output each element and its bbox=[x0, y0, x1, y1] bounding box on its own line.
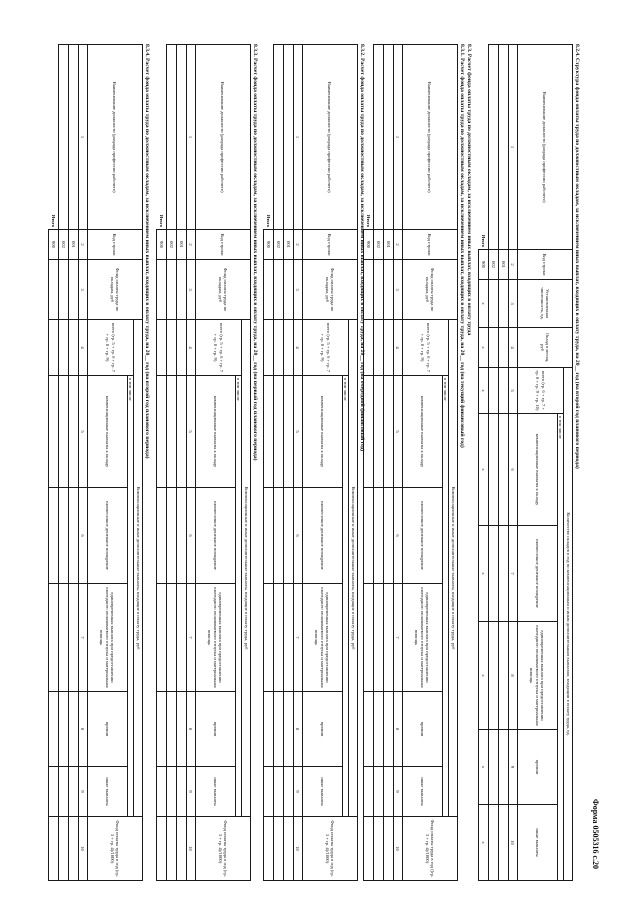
header-other: иные выплаты bbox=[402, 767, 442, 817]
data-cell[interactable] bbox=[273, 488, 283, 584]
data-cell[interactable] bbox=[373, 376, 383, 488]
data-cell[interactable] bbox=[498, 368, 508, 414]
header-staff: Установленная численность, ед. bbox=[517, 280, 572, 328]
header-amount-group: Компенсационные и иные дополнительные выплаты, входящие в оплату труда, руб bbox=[242, 320, 251, 817]
data-cell[interactable] bbox=[498, 622, 508, 730]
data-cell[interactable] bbox=[58, 260, 68, 320]
data-cell[interactable] bbox=[383, 488, 393, 584]
column-numbers-row bbox=[508, 45, 517, 881]
position-name-cell[interactable] bbox=[498, 45, 508, 250]
data-cell[interactable] bbox=[383, 817, 393, 881]
data-cell[interactable] bbox=[166, 584, 176, 692]
header-including: в том числе bbox=[235, 376, 241, 817]
table-row bbox=[383, 45, 393, 881]
column-number: 2 bbox=[293, 230, 302, 260]
header-incentive: ежемесячное денежное поощрение bbox=[195, 488, 235, 584]
column-numbers-row bbox=[78, 45, 87, 881]
data-cell[interactable] bbox=[166, 692, 176, 767]
row-code: 001 bbox=[68, 230, 78, 260]
total-cell[interactable] bbox=[48, 320, 58, 376]
column-number: 2 bbox=[78, 230, 87, 260]
data-cell[interactable] bbox=[68, 260, 78, 320]
header-bonus: премии bbox=[195, 692, 235, 767]
total-label: Итого bbox=[365, 214, 371, 227]
header-fund-salary: Фонд оплаты труда по окладам, руб bbox=[302, 260, 357, 320]
data-cell[interactable] bbox=[498, 328, 508, 368]
total-label: Итого bbox=[480, 234, 486, 247]
data-cell[interactable] bbox=[176, 584, 186, 692]
total-mark: x bbox=[478, 622, 488, 730]
column-number: 3 bbox=[508, 280, 517, 328]
data-cell[interactable] bbox=[58, 488, 68, 584]
header-bonus: премии bbox=[87, 692, 127, 767]
header-name: Наименование должности (разряда профессии рабочего) bbox=[302, 45, 357, 230]
column-number: 6 bbox=[508, 414, 517, 526]
data-cell[interactable] bbox=[373, 488, 383, 584]
header-fund-salary: Фонд оплаты труда по окладам, руб bbox=[195, 260, 250, 320]
data-cell[interactable] bbox=[176, 817, 186, 881]
total-code: 900 bbox=[156, 230, 166, 260]
data-cell[interactable] bbox=[488, 526, 498, 622]
header-code: Код строки bbox=[517, 250, 572, 280]
column-number: 7 bbox=[508, 526, 517, 622]
header-total: всего (гр. 6 + гр. 7 + гр. 8 + гр. 9 + гр. 10) bbox=[517, 368, 563, 414]
fund-calculation-table bbox=[156, 44, 251, 881]
header-bonus: премии bbox=[302, 692, 342, 767]
column-number: 4 bbox=[78, 320, 87, 376]
data-cell[interactable] bbox=[68, 320, 78, 376]
total-cell[interactable] bbox=[156, 692, 166, 767]
total-cell[interactable] bbox=[48, 692, 58, 767]
data-cell[interactable] bbox=[498, 414, 508, 526]
header-other: иные выплаты bbox=[517, 805, 557, 881]
row-code: 001 bbox=[383, 230, 393, 260]
header-fund-salary: Фонд оплаты труда по окладам, руб bbox=[87, 260, 142, 320]
total-cell[interactable] bbox=[48, 767, 58, 817]
total-mark: x bbox=[478, 328, 488, 368]
data-cell[interactable] bbox=[273, 817, 283, 881]
data-cell[interactable] bbox=[273, 376, 283, 488]
header-onetime: единовременная выплата при предоставлении ежегодного оплачиваемого отпуска и материальная помощь bbox=[87, 584, 127, 692]
column-numbers-row bbox=[393, 45, 402, 881]
row-code: 002 bbox=[273, 230, 283, 260]
row-code: 002 bbox=[373, 230, 383, 260]
data-cell[interactable] bbox=[488, 730, 498, 805]
table-row bbox=[273, 45, 283, 881]
table-row bbox=[488, 45, 498, 881]
total-cell[interactable] bbox=[263, 260, 273, 320]
position-name-cell[interactable] bbox=[176, 45, 186, 230]
data-cell[interactable] bbox=[166, 260, 176, 320]
data-cell[interactable] bbox=[383, 692, 393, 767]
total-cell[interactable] bbox=[156, 260, 166, 320]
total-row bbox=[478, 45, 488, 881]
total-cell[interactable] bbox=[48, 584, 58, 692]
total-code: 900 bbox=[263, 230, 273, 260]
column-number: 1 bbox=[508, 45, 517, 250]
header-comp: компенсационные выплаты к окладу bbox=[402, 376, 442, 488]
column-number: 8 bbox=[393, 692, 402, 767]
column-number: 1 bbox=[186, 45, 195, 230]
column-number: 7 bbox=[78, 584, 87, 692]
header-fund-year: Фонд оплаты труда в год ((гр. 3 + гр. 4)/1000) bbox=[402, 817, 457, 881]
total-cell[interactable] bbox=[156, 817, 166, 881]
total-code: 900 bbox=[48, 230, 58, 260]
data-cell[interactable] bbox=[283, 692, 293, 767]
section-subtitle: 8.3.1. Расчет фонда оплаты труда по должностным окладам, за исключением иных выплат, входящих в оплату труда, на 20__ год (на текущий финансовый год) bbox=[459, 44, 465, 448]
row-code: 002 bbox=[488, 250, 498, 280]
total-cell[interactable] bbox=[156, 320, 166, 376]
header-including: в том числе bbox=[442, 376, 448, 817]
column-number: 3 bbox=[293, 260, 302, 320]
data-cell[interactable] bbox=[58, 584, 68, 692]
column-number: 10 bbox=[78, 817, 87, 881]
column-number: 7 bbox=[393, 584, 402, 692]
table-row bbox=[58, 45, 68, 881]
data-cell[interactable] bbox=[383, 376, 393, 488]
position-name-cell[interactable] bbox=[383, 45, 393, 230]
data-cell[interactable] bbox=[176, 320, 186, 376]
data-cell[interactable] bbox=[68, 488, 78, 584]
fund-calculation-table bbox=[48, 44, 143, 881]
header-including: в том числе bbox=[342, 376, 348, 817]
column-number: 6 bbox=[393, 488, 402, 584]
data-cell[interactable] bbox=[383, 260, 393, 320]
fund-calculation-table bbox=[363, 44, 458, 881]
total-cell[interactable] bbox=[48, 376, 58, 488]
row-code: 001 bbox=[498, 250, 508, 280]
header-total: всего (гр. 5 + гр. 6 + гр. 7 + гр. 8 + гр. 9) bbox=[302, 320, 348, 376]
column-number: 5 bbox=[293, 376, 302, 488]
column-number: 3 bbox=[186, 260, 195, 320]
position-name-cell[interactable] bbox=[58, 45, 68, 230]
total-mark: x bbox=[478, 805, 488, 881]
header-comp: компенсационные выплаты к окладу bbox=[195, 376, 235, 488]
total-cell[interactable] bbox=[156, 767, 166, 817]
form-code: Форма 0505316 с.20 bbox=[591, 798, 600, 869]
position-name-cell[interactable] bbox=[283, 45, 293, 230]
total-row bbox=[156, 45, 166, 881]
data-cell[interactable] bbox=[498, 805, 508, 881]
header-comp: компенсационные выплаты к окладу bbox=[517, 414, 557, 526]
header-amount-group: Компенсационные и иные дополнительные выплаты, входящие в оплату труда, руб bbox=[134, 320, 143, 817]
section-title: 8.3. Расчет фонда оплаты труда по должностным окладам, за исключением иных выплат, входящих в оплату труда bbox=[466, 44, 472, 336]
section-8-3-4 bbox=[48, 44, 150, 880]
row-code: 001 bbox=[283, 230, 293, 260]
data-cell[interactable] bbox=[373, 767, 383, 817]
total-cell[interactable] bbox=[263, 320, 273, 376]
header-other: иные выплаты bbox=[302, 767, 342, 817]
data-cell[interactable] bbox=[283, 584, 293, 692]
data-cell[interactable] bbox=[498, 526, 508, 622]
data-cell[interactable] bbox=[283, 260, 293, 320]
data-cell[interactable] bbox=[488, 368, 498, 414]
total-cell[interactable] bbox=[263, 692, 273, 767]
total-cell[interactable] bbox=[48, 488, 58, 584]
header-name: Наименование должности (разряда профессии рабочего) bbox=[402, 45, 457, 230]
position-name-cell[interactable] bbox=[488, 45, 498, 250]
column-number: 7 bbox=[186, 584, 195, 692]
total-cell[interactable] bbox=[48, 260, 58, 320]
data-cell[interactable] bbox=[498, 280, 508, 328]
column-number: 3 bbox=[78, 260, 87, 320]
total-code: 900 bbox=[363, 230, 373, 260]
position-name-cell[interactable] bbox=[373, 45, 383, 230]
data-cell[interactable] bbox=[373, 817, 383, 881]
header-total: всего (гр. 5 + гр. 6 + гр. 7 + гр. 8 + гр. 9) bbox=[402, 320, 448, 376]
data-cell[interactable] bbox=[58, 320, 68, 376]
data-cell[interactable] bbox=[488, 805, 498, 881]
header-incentive: ежемесячное денежное поощрение bbox=[402, 488, 442, 584]
header-code: Код строки bbox=[302, 230, 357, 260]
header-comp: компенсационные выплаты к окладу bbox=[302, 376, 342, 488]
header-onetime: единовременная выплата при предоставлении ежегодного оплачиваемого отпуска и материальная помощь bbox=[517, 622, 557, 730]
table-row bbox=[283, 45, 293, 881]
data-cell[interactable] bbox=[273, 260, 283, 320]
data-cell[interactable] bbox=[283, 817, 293, 881]
column-number: 5 bbox=[508, 368, 517, 414]
column-number: 4 bbox=[186, 320, 195, 376]
total-cell[interactable] bbox=[48, 817, 58, 881]
total-cell[interactable] bbox=[263, 767, 273, 817]
column-number: 9 bbox=[508, 730, 517, 805]
column-number: 8 bbox=[186, 692, 195, 767]
column-numbers-row bbox=[293, 45, 302, 881]
header-fund-year: Фонд оплаты труда в год (гр. 3 + гр. 4)/1000) bbox=[302, 817, 357, 881]
section-8-3-3 bbox=[156, 44, 258, 880]
header-total: всего (гр. 5 + гр. 6 + гр. 7 + гр. 8 + гр. 9) bbox=[87, 320, 133, 376]
column-number: 8 bbox=[293, 692, 302, 767]
data-cell[interactable] bbox=[373, 260, 383, 320]
header-bonus: премии bbox=[517, 730, 557, 805]
header-code: Код строки bbox=[195, 230, 250, 260]
header-other: иные выплаты bbox=[87, 767, 127, 817]
header-fund-salary: Фонд оплаты труда по окладам, руб bbox=[402, 260, 457, 320]
column-number: 10 bbox=[293, 817, 302, 881]
header-salary: Оклад в месяц, руб bbox=[517, 328, 572, 368]
total-cell[interactable] bbox=[263, 584, 273, 692]
header-amount-group: Компенсационные и иные дополнительные выплаты, входящие в оплату труда, руб bbox=[349, 320, 358, 817]
total-label: Итого bbox=[50, 214, 56, 227]
column-number: 5 bbox=[78, 376, 87, 488]
total-cell[interactable] bbox=[263, 488, 273, 584]
total-mark: x bbox=[478, 368, 488, 414]
header-comp: компенсационные выплаты к окладу bbox=[87, 376, 127, 488]
total-cell[interactable] bbox=[263, 376, 273, 488]
position-name-cell[interactable] bbox=[273, 45, 283, 230]
column-number: 4 bbox=[293, 320, 302, 376]
header-bonus: премии bbox=[402, 692, 442, 767]
data-cell[interactable] bbox=[176, 488, 186, 584]
header-name: Наименование должности (разряда профессии рабочего) bbox=[87, 45, 142, 230]
total-mark: x bbox=[478, 526, 488, 622]
total-mark: x bbox=[478, 414, 488, 526]
column-number: 9 bbox=[186, 767, 195, 817]
section-title: 8.3.2. Расчет фонда оплаты труда по должностным окладам, за исключением иных выплат, входящих в оплату труда, на 20__ год (на очередной финансовый год) bbox=[359, 44, 365, 452]
table-row bbox=[498, 45, 508, 881]
header-onetime: единовременная выплата при предоставлении ежегодного оплачиваемого отпуска и материальная помощь bbox=[402, 584, 442, 692]
header-fund-year: Фонд оплаты труда в год (гр. 3 + гр. 4)/1000) bbox=[87, 817, 142, 881]
header-name: Наименование должности (разряда профессии рабочего) bbox=[517, 45, 572, 250]
row-code: 001 bbox=[176, 230, 186, 260]
data-cell[interactable] bbox=[68, 376, 78, 488]
data-cell[interactable] bbox=[373, 320, 383, 376]
fund-structure-table bbox=[478, 44, 573, 881]
data-cell[interactable] bbox=[373, 692, 383, 767]
column-number: 9 bbox=[393, 767, 402, 817]
total-row bbox=[263, 45, 273, 881]
header-name: Наименование должности (разряда профессии рабочего) bbox=[195, 45, 250, 230]
header-incentive: ежемесячное денежное поощрение bbox=[517, 526, 557, 622]
data-cell[interactable] bbox=[283, 767, 293, 817]
column-number: 1 bbox=[78, 45, 87, 230]
section-title: 8.3.3. Расчет фонда оплаты труда по должностным окладам, за исключением иных выплат, входящих в оплату труда, на 20__ год (на первый год планового периода) bbox=[252, 44, 258, 461]
data-cell[interactable] bbox=[68, 692, 78, 767]
data-cell[interactable] bbox=[166, 376, 176, 488]
data-cell[interactable] bbox=[488, 280, 498, 328]
header-amount-group: Количество окладов в год по компенсационным и иным дополнительным выплатам, входящим в оплату труда, ед. bbox=[564, 368, 573, 881]
column-number: 5 bbox=[186, 376, 195, 488]
column-number: 3 bbox=[393, 260, 402, 320]
header-onetime: единовременная выплата при предоставлении ежегодного оплачиваемого отпуска и материальная помощь bbox=[195, 584, 235, 692]
total-row bbox=[48, 45, 58, 881]
table-row bbox=[176, 45, 186, 881]
table-row bbox=[373, 45, 383, 881]
column-number: 6 bbox=[78, 488, 87, 584]
section-8-3-2 bbox=[263, 44, 365, 880]
data-cell[interactable] bbox=[273, 692, 283, 767]
header-onetime: единовременная выплата при предоставлении ежегодного оплачиваемого отпуска и материальная помощь bbox=[302, 584, 342, 692]
total-label: Итого bbox=[265, 214, 271, 227]
total-code: 900 bbox=[478, 250, 488, 280]
data-cell[interactable] bbox=[373, 584, 383, 692]
total-mark: x bbox=[478, 280, 488, 328]
data-cell[interactable] bbox=[176, 767, 186, 817]
data-cell[interactable] bbox=[488, 328, 498, 368]
header-other: иные выплаты bbox=[195, 767, 235, 817]
column-number: 7 bbox=[293, 584, 302, 692]
data-cell[interactable] bbox=[383, 584, 393, 692]
data-cell[interactable] bbox=[498, 730, 508, 805]
section-title: 8.3.4. Расчет фонда оплаты труда по должностным окладам, за исключением иных выплат, входящих в оплату труда, на 20__ год (на второй год планового периода) bbox=[144, 44, 150, 459]
data-cell[interactable] bbox=[176, 260, 186, 320]
header-incentive: ежемесячное денежное поощрение bbox=[87, 488, 127, 584]
total-cell[interactable] bbox=[263, 817, 273, 881]
section-8-2-4 bbox=[478, 44, 580, 880]
data-cell[interactable] bbox=[166, 817, 176, 881]
table-row bbox=[166, 45, 176, 881]
column-number: 2 bbox=[508, 250, 517, 280]
row-code: 002 bbox=[166, 230, 176, 260]
header-including: в том числе bbox=[557, 414, 563, 881]
column-numbers-row bbox=[186, 45, 195, 881]
total-cell[interactable] bbox=[156, 584, 166, 692]
column-number: 1 bbox=[293, 45, 302, 230]
data-cell[interactable] bbox=[283, 376, 293, 488]
column-number: 5 bbox=[393, 376, 402, 488]
header-total: всего (гр. 5 + гр. 6 + гр. 7 + гр. 8 + гр. 9) bbox=[195, 320, 241, 376]
data-cell[interactable] bbox=[273, 320, 283, 376]
column-number: 8 bbox=[508, 622, 517, 730]
column-number: 9 bbox=[78, 767, 87, 817]
column-number: 2 bbox=[186, 230, 195, 260]
column-number: 6 bbox=[186, 488, 195, 584]
data-cell[interactable] bbox=[273, 767, 283, 817]
header-fund-year: Фонд оплаты труда в год (гр. 3 + гр. 4)/1000) bbox=[195, 817, 250, 881]
data-cell[interactable] bbox=[68, 817, 78, 881]
column-number: 10 bbox=[508, 805, 517, 881]
total-label: Итого bbox=[158, 214, 164, 227]
column-number: 10 bbox=[393, 817, 402, 881]
data-cell[interactable] bbox=[488, 414, 498, 526]
data-cell[interactable] bbox=[58, 376, 68, 488]
fund-calculation-table bbox=[263, 44, 358, 881]
data-cell[interactable] bbox=[283, 320, 293, 376]
data-cell[interactable] bbox=[68, 767, 78, 817]
header-including: в том числе bbox=[127, 376, 133, 817]
header-code: Код строки bbox=[402, 230, 457, 260]
data-cell[interactable] bbox=[58, 767, 68, 817]
header-amount-group: Компенсационные и иные дополнительные выплаты, входящие в оплату труда, руб bbox=[449, 320, 458, 817]
data-cell[interactable] bbox=[68, 584, 78, 692]
data-cell[interactable] bbox=[383, 320, 393, 376]
position-name-cell[interactable] bbox=[68, 45, 78, 230]
header-code: Код строки bbox=[87, 230, 142, 260]
data-cell[interactable] bbox=[383, 767, 393, 817]
data-cell[interactable] bbox=[488, 622, 498, 730]
data-cell[interactable] bbox=[58, 817, 68, 881]
section-title: 8.2.4. Структура фонда оплаты труда по должностным окладам, за исключением иных выплат, входящих в оплату труда, на 20__ год (на второй год планового периода) bbox=[574, 44, 580, 469]
data-cell[interactable] bbox=[283, 488, 293, 584]
row-code: 002 bbox=[58, 230, 68, 260]
data-cell[interactable] bbox=[166, 320, 176, 376]
data-cell[interactable] bbox=[166, 488, 176, 584]
column-number: 2 bbox=[393, 230, 402, 260]
section-8-3-1 bbox=[363, 44, 472, 880]
data-cell[interactable] bbox=[58, 692, 68, 767]
column-number: 10 bbox=[186, 817, 195, 881]
column-number: 1 bbox=[393, 45, 402, 230]
column-number: 8 bbox=[78, 692, 87, 767]
header-incentive: ежемесячное денежное поощрение bbox=[302, 488, 342, 584]
total-mark: x bbox=[478, 730, 488, 805]
data-cell[interactable] bbox=[176, 376, 186, 488]
total-cell[interactable] bbox=[156, 488, 166, 584]
table-row bbox=[68, 45, 78, 881]
column-number: 4 bbox=[508, 328, 517, 368]
column-number: 6 bbox=[293, 488, 302, 584]
column-number: 4 bbox=[393, 320, 402, 376]
data-cell[interactable] bbox=[176, 692, 186, 767]
position-name-cell[interactable] bbox=[166, 45, 176, 230]
data-cell[interactable] bbox=[166, 767, 176, 817]
column-number: 9 bbox=[293, 767, 302, 817]
data-cell[interactable] bbox=[273, 584, 283, 692]
total-cell[interactable] bbox=[156, 376, 166, 488]
